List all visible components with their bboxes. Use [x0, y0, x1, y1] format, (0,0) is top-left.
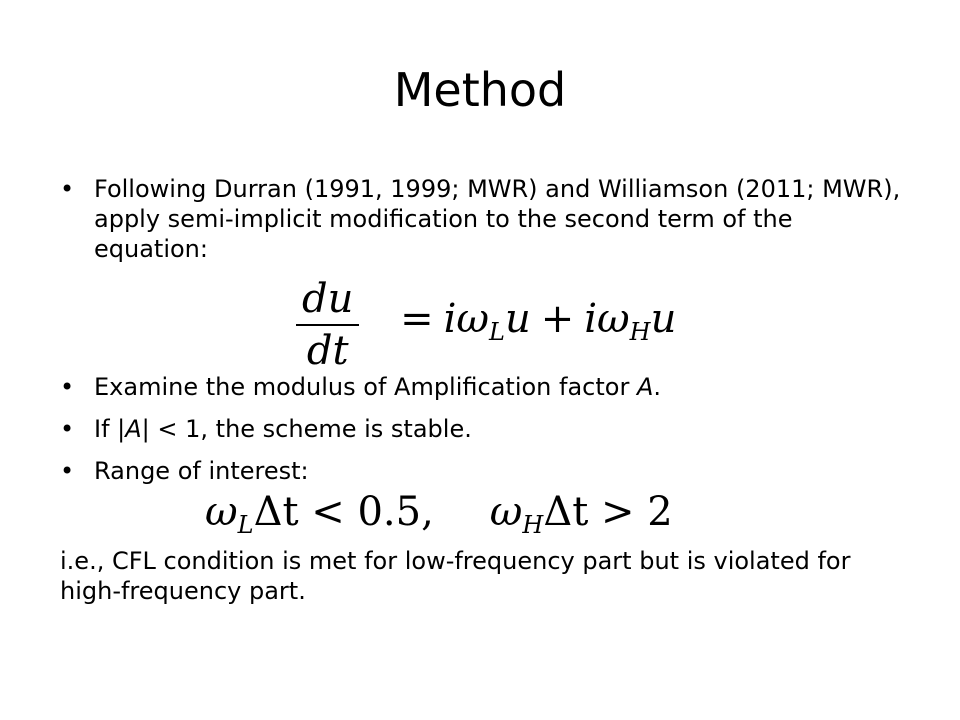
bullet-item — [60, 372, 910, 402]
range-low-condition: Δt < 0.5, — [253, 489, 434, 535]
range-high-condition: Δt > 2 — [543, 489, 673, 535]
plus-sign: + — [540, 295, 575, 342]
subscript-h: H — [629, 317, 651, 346]
bullet-text-part: Examine the modulus of Amplification factor — [94, 373, 637, 401]
term-u: u — [650, 295, 677, 342]
bullet-icon: • — [60, 175, 75, 203]
term-u: u — [504, 295, 531, 342]
bullet-icon: • — [60, 415, 75, 443]
bullet-item — [60, 456, 910, 486]
bullet-text — [94, 372, 906, 402]
fraction-du-dt — [296, 276, 359, 374]
bullet-text-part: | < 1, the scheme is stable. — [141, 415, 472, 443]
equals-sign: = — [400, 295, 434, 342]
fraction-denominator: dt — [306, 328, 349, 374]
slide-title: Method — [393, 63, 567, 117]
subscript-l: L — [489, 317, 505, 346]
bullet-text — [94, 414, 906, 444]
bullet-icon: • — [60, 457, 75, 485]
conclusion-text: i.e., CFL condition is met for low-frequency part but is violated for high-frequency part. — [60, 547, 851, 605]
fraction-bar — [296, 324, 359, 326]
omega-l: ω — [205, 489, 238, 535]
term-omega-h: iω — [584, 295, 630, 342]
term-omega-l: iω — [443, 295, 490, 342]
bullet-text-part: . — [653, 373, 662, 401]
bullet-icon: • — [60, 373, 75, 401]
omega-h: ω — [489, 489, 523, 535]
subscript-l: L — [237, 511, 254, 539]
bullet-text: Following Durran (1991, 1999; MWR) and Williamson (2011; MWR), apply semi-implicit modification to the second term of the equation: — [94, 175, 901, 263]
equation-du-dt — [296, 276, 676, 374]
bullet-item — [60, 414, 910, 444]
fraction-numerator: du — [302, 276, 354, 322]
subscript-h: H — [522, 511, 544, 539]
bullet-item — [60, 174, 910, 270]
equation-range — [205, 490, 673, 547]
equation-rhs — [390, 297, 676, 354]
bullet-text-italic: A — [636, 373, 654, 401]
bullet-text-italic: A — [125, 415, 142, 443]
bullet-text: Range of interest: — [94, 457, 309, 485]
bullet-text-part: If | — [94, 415, 126, 443]
